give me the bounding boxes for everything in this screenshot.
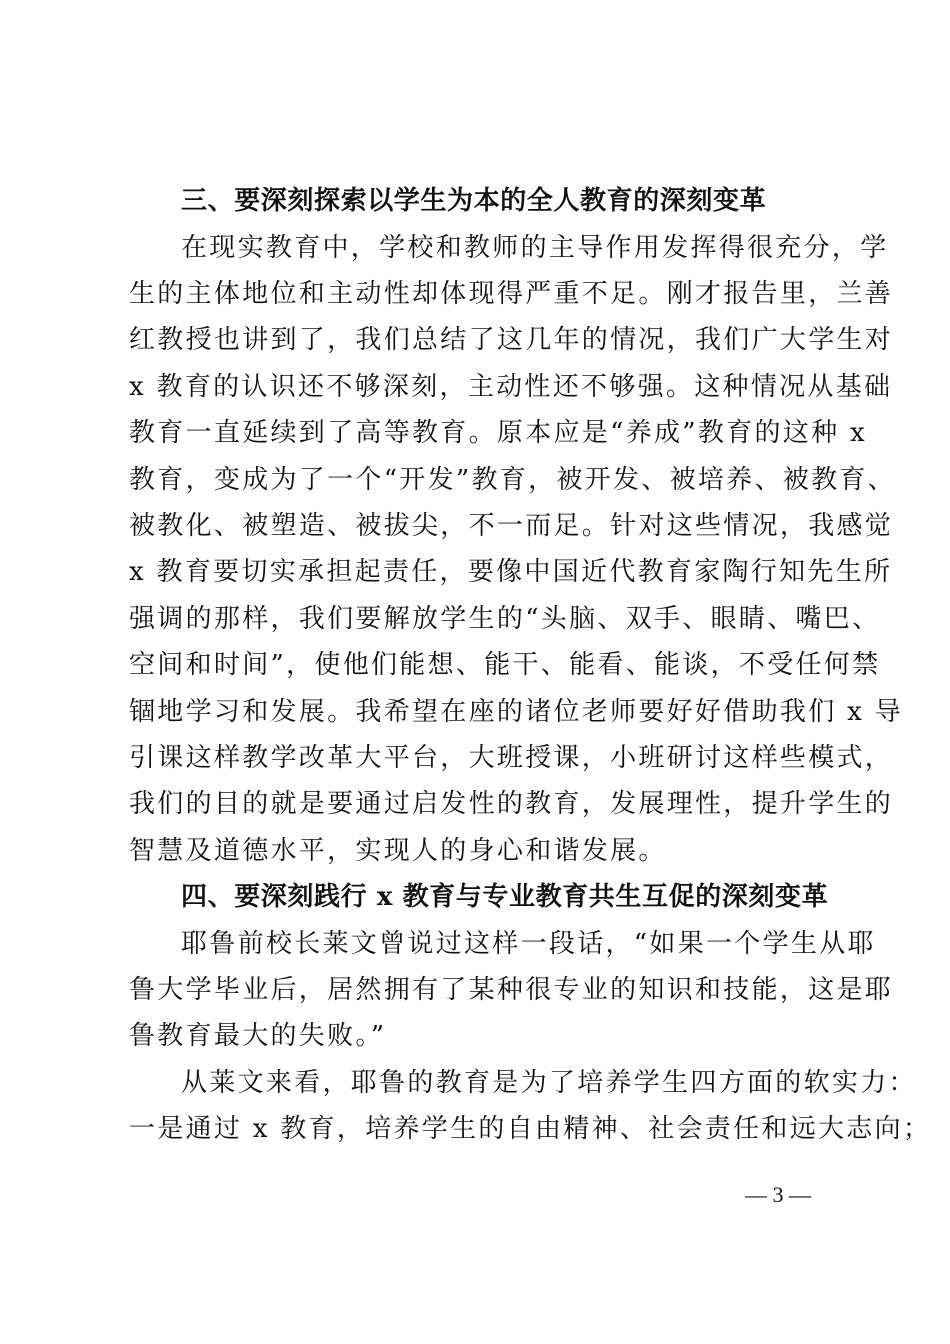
paragraph-line: 强调的那样，我们要解放学生的“头脑、双手、眼睛、嘴巴、 bbox=[129, 604, 881, 634]
page-number: — 3 — bbox=[745, 1182, 811, 1207]
paragraph-line: 智慧及道德水平，实现人的身心和谐发展。 bbox=[129, 836, 667, 866]
paragraph-line: 教育一直延续到了高等教育。原本应是“养成”教育的这种 x bbox=[129, 418, 867, 448]
paragraph-line: 鲁大学毕业后，居然拥有了某种很专业的知识和技能，这是耶 bbox=[129, 975, 894, 1005]
paragraph-line: 在现实教育中，学校和教师的主导作用发挥得很充分，学 bbox=[181, 233, 889, 263]
paragraph-line: 从莱文来看，耶鲁的教育是为了培养学生四方面的软实力： bbox=[181, 1068, 917, 1098]
section-heading-3: 三、要深刻探索以学生为本的全人教育的深刻变革 bbox=[181, 186, 767, 216]
paragraph-line: 生的主体地位和主动性却体现得严重不足。刚才报告里，兰善 bbox=[129, 279, 894, 309]
paragraph-line: 锢地学习和发展。我希望在座的诸位老师要好好借助我们 x 导 bbox=[129, 697, 903, 727]
paragraph-line: 红教授也讲到了，我们总结了这几年的情况，我们广大学生对 bbox=[129, 325, 894, 355]
paragraph-line: 被教化、被塑造、被拔尖，不一而足。针对这些情况，我感觉 bbox=[129, 511, 894, 541]
paragraph-line: 引课这样教学改革大平台，大班授课，小班研讨这样些模式， bbox=[129, 743, 894, 773]
paragraph-line: x 教育的认识还不够深刻，主动性还不够强。这种情况从基础 bbox=[129, 372, 893, 402]
paragraph-line: 空间和时间”，使他们能想、能干、能看、能谈，不受任何禁 bbox=[129, 650, 881, 680]
paragraph-line: 教育，变成为了一个“开发”教育，被开发、被培养、被教育、 bbox=[129, 465, 896, 495]
paragraph-line: x 教育要切实承担起责任，要像中国近代教育家陶行知先生所 bbox=[129, 557, 893, 587]
paragraph-line: 鲁教育最大的失败。” bbox=[129, 1021, 387, 1051]
paragraph-line: 我们的目的就是要通过启发性的教育，发展理性，提升学生的 bbox=[129, 789, 894, 819]
paragraph-line: 耶鲁前校长莱文曾说过这样一段话，“如果一个学生从耶 bbox=[181, 929, 876, 959]
paragraph-line: 一是通过 x 教育，培养学生的自由精神、社会责任和远大志向； bbox=[129, 1114, 932, 1144]
section-heading-4: 四、要深刻践行 x 教育与专业教育共生互促的深刻变革 bbox=[181, 882, 829, 912]
